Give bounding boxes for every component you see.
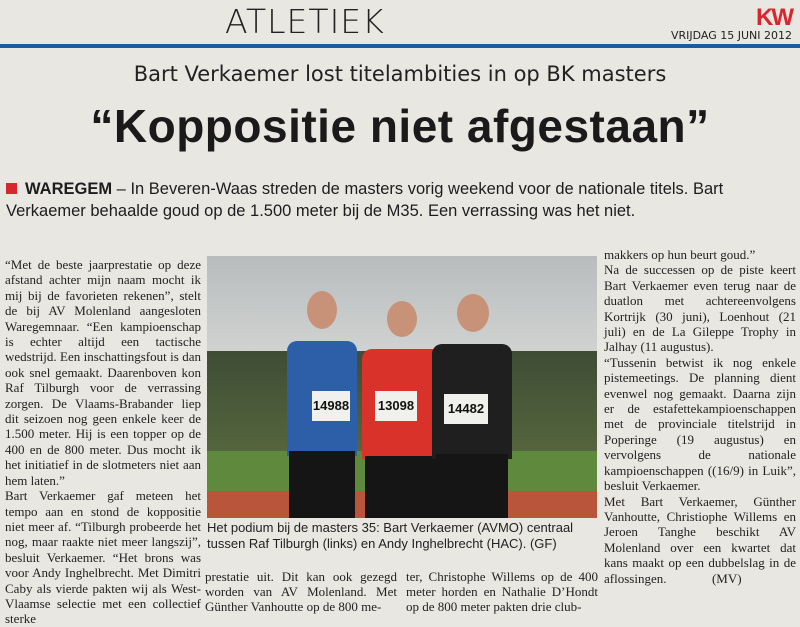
column-1 bbox=[5, 257, 201, 627]
bib-number: 14988 bbox=[312, 391, 350, 421]
bib-number: 13098 bbox=[375, 391, 417, 421]
lead-place: WAREGEM bbox=[25, 180, 113, 198]
article-subtitle: Bart Verkaemer lost titelambities in op BK masters bbox=[133, 62, 667, 86]
article-lead bbox=[6, 178, 796, 222]
paragraph: makkers op hun beurt goud.” bbox=[604, 247, 756, 262]
issue-date: VRIJDAG 15 JUNI 2012 bbox=[670, 29, 792, 42]
paragraph: Met Bart Verkaemer, Günther Vanhoutte, Christiophe Willems en Jeroen Tanghe beschikt AV Molenland over een kwartet dat kans maakt op een dubbelslag in de aflossingen. (MV) bbox=[604, 493, 800, 586]
paragraph: Na de successen op de piste keert Bart Verkaemer even terug naar de duatlon met achtereenvolgens Kortrijk (30 juni), Loenhout (21 juli) en de La Gileppe Trophy in Jalhay (11 augustus). bbox=[604, 262, 796, 355]
article-headline: “Koppositie niet afgestaan” bbox=[90, 100, 710, 152]
paragraph: ter, Christophe Willems op de 400 meter horden en Nathalie D’Hondt op de 800 meter pakten drie club- bbox=[406, 569, 598, 614]
podium-photo bbox=[207, 256, 597, 518]
column-4 bbox=[604, 247, 800, 586]
paragraph: “Met de beste jaarprestatie op deze afstand achter mijn naam mocht ik mij bij de favorieten rekenen”, stelt de bij AV Molenland aangesloten Waregemnaar. “Een kampioenschap is echter altijd een tactische wedstrijd. Een inschattingsfout is dan ook snel gemaakt. Daarenboven kon Raf Tilburgh voor de verrassing zorgen. De Vlaams-Brabander liep dit seizoen nog geen enkele keer de 1.500 meter. Hij is een topper op de 400 en de 800 meter. Dus mocht ik het initiatief in de slotmeters niet aan hem laten.” bbox=[5, 257, 201, 488]
paragraph: “Tussenin betwist ik nog enkele pistemeetings. De planning dient evenwel nog gemaakt. Daarna zijn er de estafettekampioenschappen met de provinciale titelstrijd in Poperinge (19 augustus) en vervolgens de nationale kampioenschappen ((16/9) in Luik”, besluit Verkaemer. bbox=[604, 354, 796, 494]
paragraph: prestatie uit. Dit kan ook gezegd worden van AV Molenland. Met Günther Vanhoutte op de 800 me- bbox=[205, 569, 397, 614]
header-divider bbox=[0, 44, 800, 48]
column-3 bbox=[406, 570, 598, 614]
column-2 bbox=[205, 570, 397, 614]
paragraph: Bart Verkaemer gaf meteen het tempo aan en stond de koppositie niet meer af. “Tilburgh probeerde het nog, maar raakte niet meer langszij”, besluit Verkaemer. “Het brons was voor Andy Inghelbrecht. Met Dimitri Caby als vierde pakten wij als West-Vlaamse selectie met een collectief sterke bbox=[5, 488, 201, 627]
photo-caption: Het podium bij de masters 35: Bart Verkaemer (AVMO) centraal tussen Raf Tilburgh (links) en Andy Inghelbrecht (HAC). (GF) bbox=[207, 520, 574, 551]
section-title: ATLETIEK bbox=[225, 2, 385, 41]
red-square-icon bbox=[6, 183, 17, 194]
newspaper-logo: KW bbox=[756, 4, 792, 31]
lead-text: – In Beveren-Waas streden de masters vorig weekend voor de nationale titels. Bart Verkaemer behaalde goud op de 1.500 meter bij de M35. Een verrassing was het niet. bbox=[6, 180, 724, 220]
bib-number: 14482 bbox=[444, 394, 488, 424]
